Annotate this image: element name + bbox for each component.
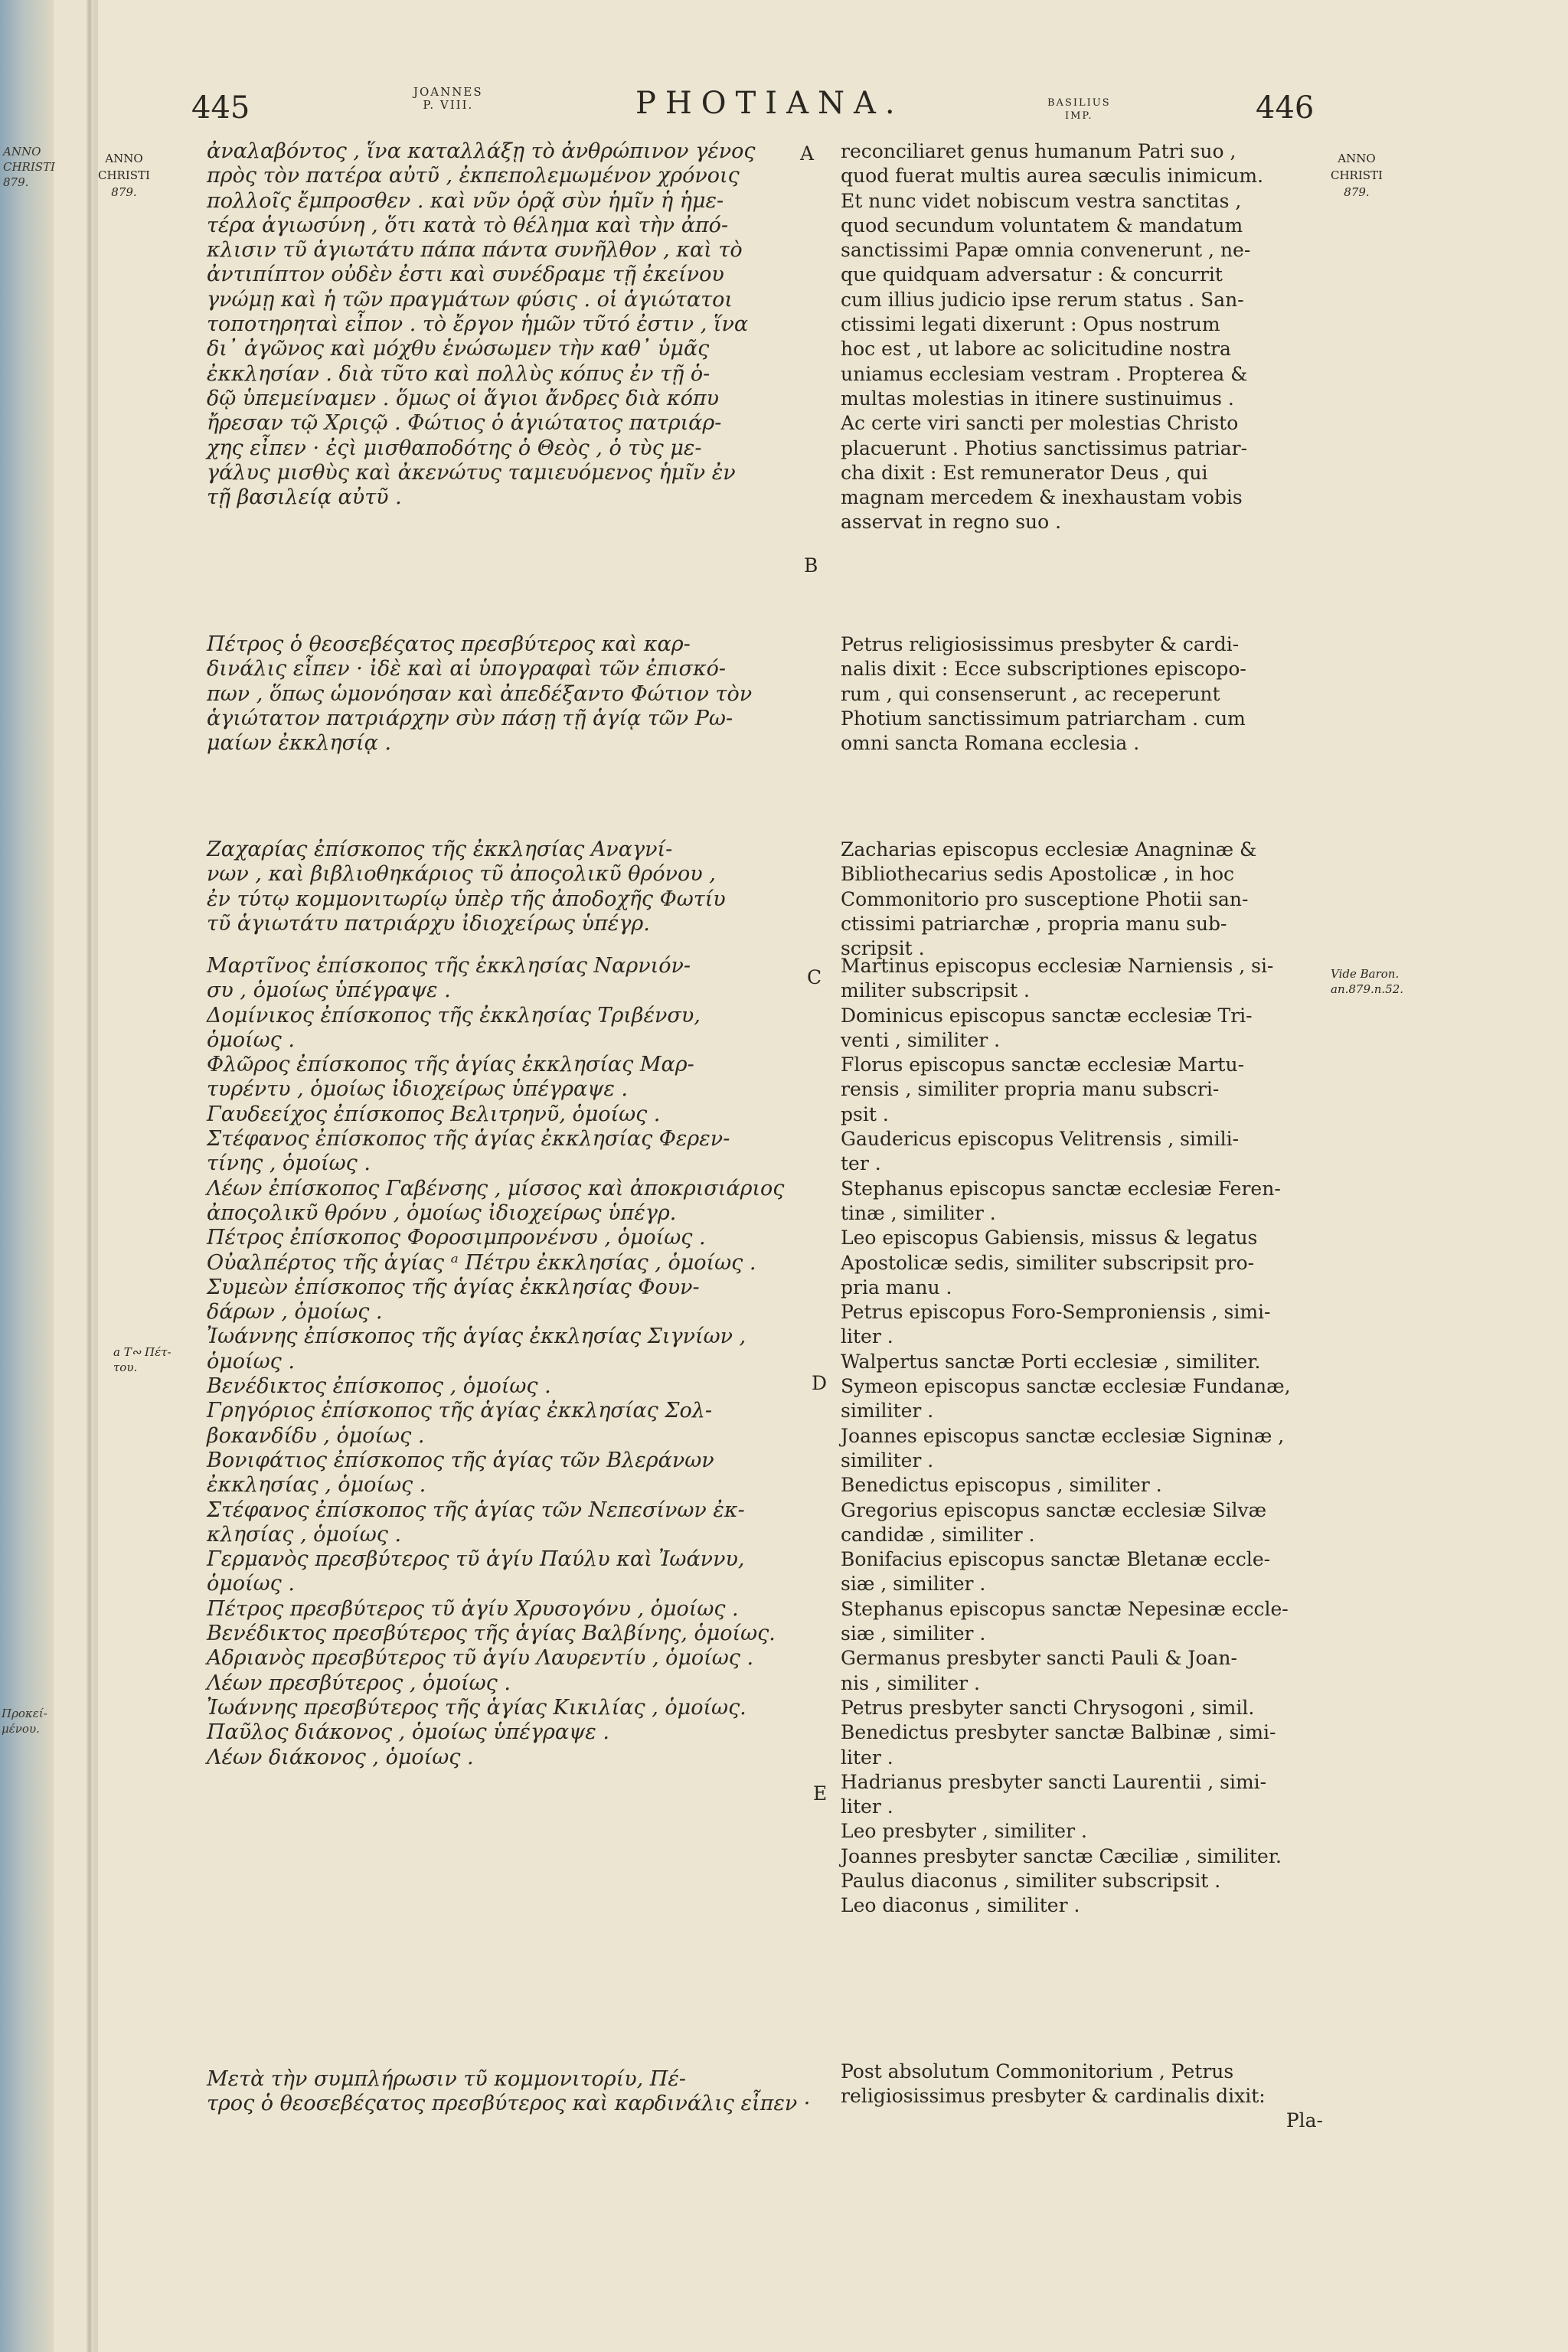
greek-text: Πέτρος ὁ θεοσεβέςατος πρεσβύτερος καὶ καρ- δινάλις εἶπεν · ἰδὲ καὶ αἱ ὑπογραφαὶ τῶν ἐπισκό- πων , ὅπως ὡμονόησαν καὶ ἀπεδέξαντο Φώτιον τὸν ἁγιώτατον πατριάρχην σὺν πάσῃ τῇ ἁγίᾳ τῶν Ρω- μαίων ἐκκλησίᾳ . (207, 632, 753, 756)
greek-paragraph (207, 139, 815, 510)
anno-christi-left (98, 150, 150, 201)
latin-text: Martinus episcopus ecclesiæ Narniensis , si- militer subscripsit . Dominicus episcopus sanctæ ecclesiæ Tri- venti , similiter . Florus episcopus sanctæ ecclesiæ Martu- rensis , similiter propria manu subscri- psit . Gaudericus episcopus Velitrensis , simili- ter . Stephanus episcopus sanctæ ecclesiæ Feren- tinæ , similiter . Leo episcopus Gabiensis, missus & legatus Apostolicæ sedis, similiter subscripsit pro- pria manu . Petrus episcopus Foro-Semproniensis , simi- liter . Walpertus sanctæ Porti ecclesiæ , similiter. Symeon episcopus sanctæ ecclesiæ Fundanæ, similiter . Joannes episcopus sanctæ ecclesiæ Signinæ , similiter . Benedictus episcopus , similiter . Gregorius episcopus sanctæ ecclesiæ Silvæ candidæ , similiter . Bonifacius episcopus sanctæ Bletanæ eccle- siæ , similiter . Stephanus episcopus sanctæ Nepesinæ eccle- siæ , similiter . Germanus presbyter sancti Pauli & Joan- nis , similiter . Petrus presbyter sancti Chrysogoni , simil. Benedictus presbyter sanctæ Balbinæ , simi- liter . Hadrianus presbyter sancti Laurentii , simi- liter . Leo presbyter , similiter . Joannes presbyter sanctæ Cæciliæ , similiter. Paulus diaconus , similiter subscripsit . Leo diaconus , similiter . (841, 955, 1291, 1917)
greek-signatures (207, 954, 812, 1770)
greek-text: Μετὰ τὴν συμπλήρωσιν τῦ κομμονιτορίυ, Πέ- τρος ὁ θεοσεβέςατος πρεσβύτερος καὶ καρδινάλις εἶπεν · (207, 2067, 811, 2116)
side-note-left: a Τ∾ Πέτ- του. (113, 1345, 172, 1374)
latin-text: Petrus religiosissimus presbyter & cardi- nalis dixit : Ecce subscriptiones episcopo- rum , qui consenserunt , ac receperunt Photium sanctissimum patriarcham . cum omni sancta Romana ecclesia . (841, 633, 1246, 755)
anno-label: ANNO (105, 152, 143, 165)
header-left-line: P. VIII. (423, 98, 474, 112)
running-title: PHOTIANA. (635, 86, 904, 121)
section-letter-d: D (812, 1372, 828, 1394)
header-right-label (1047, 96, 1111, 122)
latin-text: reconciliaret genus humanum Patri suo , quod fuerat multis aurea sæculis inimicum. Et nunc videt nobiscum vestra sanctitas , quod secundum voluntatem & mandatum sanctissimi Papæ omnia convenerunt , ne- que quidquam adversatur : & concurrit cum illius judicio ipse rerum status . San- ctissimi legati dixerunt : Opus nostrum hoc est , ut labore ac solicitudine nostra uniamus ecclesiam vestram . Propterea & multas molestias in itinere sustinuimus . Ac certe viri sancti per molestias Christo placuerunt . Photius sanctissimus patriar- cha dixit : Est remunerator Deus , qui magnam mercedem & inexhaustam vobis asservat in regno suo . (841, 140, 1264, 534)
greek-column (207, 139, 815, 2116)
latin-paragraph (841, 139, 1323, 535)
section-letter-b: B (804, 554, 818, 577)
latin-paragraph (841, 632, 1323, 756)
prev-margin-line: Προκεί- (2, 1707, 47, 1720)
anno-christi-right (1331, 150, 1383, 201)
section-letter-a: A (800, 142, 815, 165)
greek-text: Μαρτῖνος ἐπίσκοπος τῆς ἐκκλησίας Ναρνιόν- συ , ὁμοίως ὑπέγραψε . Δομίνικος ἐπίσκοπος τῆς ἐκκλησίας Τριβένσυ, ὁμοίως . Φλῶρος ἐπίσκοπος τῆς ἁγίας ἐκκλησίας Μαρ- τυρέντυ , ὁμοίως ἰδιοχείρως ὑπέγραψε . Γαυδεείχος ἐπίσκοπος Βελιτρηνῦ, ὁμοίως . Στέφανος ἐπίσκοπος τῆς ἁγίας ἐκκλησίας Φερεν- τίνης , ὁμοίως . Λέων ἐπίσκοπος Γαβένσης , μίσσος καὶ ἀποκρισιάριος ἀποςολικῦ θρόνυ , ὁμοίως ἰδιοχείρως ὑπέγρ. Πέτρος ἐπίσκοπος Φοροσιμπρονένσυ , ὁμοίως . Οὐαλπέρτος τῆς ἁγίας ᵃ Πέτρυ ἐκκλησίας , ὁμοίως . Συμεὼν ἐπίσκοπος τῆς ἁγίας ἐκκλησίας Φουν- δάρων , ὁμοίως . Ἰωάννης ἐπίσκοπος τῆς ἁγίας ἐκκλησίας Σιγνίων , ὁμοίως . Βενέδικτος ἐπίσκοπος , ὁμοίως . Γρηγόριος ἐπίσκοπος τῆς ἁγίας ἐκκλησίας Σολ- βοκανδίδυ , ὁμοίως . Βονιφάτιος ἐπίσκοπος τῆς ἁγίας τῶν Βλεράνων ἐκκλησίας , ὁμοίως . Στέφανος ἐπίσκοπος τῆς ἁγίας τῶν Νεπεσίνων ἐκ- κλησίας , ὁμοίως . Γερμανὸς πρεσβύτερος τῦ ἁγίυ Παύλυ καὶ Ἰωάννυ, ὁμοίως . Πέτρος πρεσβύτερος τῦ ἁγίυ Χρυσογόνυ , ὁμοίως . Βενέδικτος πρεσβύτερος τῆς ἁγίας Βαλβίνης, ὁμοίως. Αδριανὸς πρεσβύτερος τῦ ἁγίυ Λαυρεντίυ , ὁμοίως . Λέων πρεσβύτερος , ὁμοίως . Ἰωάννης πρεσβύτερος τῆς ἁγίας Κικιλίας , ὁμοίως. Παῦλος διάκονος , ὁμοίως ὑπέγραψε . Λέων διάκονος , ὁμοίως . (207, 954, 785, 1769)
catchword: Pla- (1285, 2109, 1323, 2132)
latin-paragraph (841, 2060, 1323, 2109)
anno-label: CHRISTI (98, 168, 150, 182)
page-edge-shadow (93, 0, 98, 2352)
previous-page-edge (0, 0, 54, 2352)
page-number-right: 446 (1256, 90, 1315, 126)
anno-year: 879. (111, 185, 137, 199)
prev-margin-line: μένου. (2, 1722, 40, 1736)
prev-margin-bottom (2, 1706, 47, 1736)
prev-margin-line: ANNO (3, 145, 41, 158)
greek-paragraph (207, 632, 812, 756)
latin-signatures (841, 954, 1323, 1919)
header-left-line: JOANNES (413, 85, 483, 99)
side-note-right: Vide Baron. an.879.n.52. (1331, 967, 1404, 996)
greek-text: Ζαχαρίας ἐπίσκοπος τῆς ἐκκλησίας Αναγνί- νων , καὶ βιβλιοθηκάριος τῦ ἀποςολικῦ θρόνου , ἐν τύτῳ κομμονιτωρίῳ ὑπὲρ τῆς ἀποδοχῆς Φωτίυ τῦ ἁγιωτάτυ πατριάρχυ ἰδιοχείρως ὑπέγρ. (207, 838, 726, 936)
book-gutter (86, 0, 93, 2352)
latin-column (841, 139, 1323, 2145)
latin-text: Zacharias episcopus ecclesiæ Anagninæ & Bibliothecarius sedis Apostolicæ , in hoc Commonitorio pro susceptione Photii san- ctissimi patriarchæ , propria manu sub- scripsit . (841, 838, 1257, 960)
greek-paragraph (207, 2067, 812, 2117)
header-right-line: BASILIUS (1047, 97, 1111, 109)
prev-margin-line: CHRISTI (3, 160, 55, 174)
anno-year: 879. (1344, 185, 1370, 199)
page-number-left: 445 (191, 90, 250, 126)
anno-label: ANNO (1338, 152, 1376, 165)
prev-margin-line: 879. (3, 175, 29, 189)
section-letter-e: E (813, 1782, 828, 1805)
anno-label: CHRISTI (1331, 168, 1383, 182)
header-left-label (413, 86, 483, 112)
latin-paragraph (841, 838, 1323, 961)
greek-paragraph (207, 838, 812, 936)
header-right-line: IMP. (1064, 110, 1093, 122)
prev-margin-top (3, 144, 55, 190)
latin-text: Post absolutum Commonitorium , Petrus religiosissimus presbyter & cardinalis dixit: (841, 2060, 1266, 2108)
greek-text: ἀναλαβόντος , ἵνα καταλλάξῃ τὸ ἀνθρώπινον γένος πρὸς τὸν πατέρα αὐτῦ , ἐκπεπολεμωμένον χρόνοις πολλοῖς ἔμπροσθεν . καὶ νῦν ὁρᾷ σὺν ἡμῖν ἡ ἡμε- τέρα ἁγιωσύνη , ὅτι κατὰ τὸ θέλημα καὶ τὴν ἀπό- κλισιν τῦ ἁγιωτάτυ πάπα πάντα συνῆλθον , καὶ τὸ ἀντιπίπτον οὐδὲν ἐστι καὶ συνέδραμε τῇ ἐκείνου γνώμῃ καὶ ἡ τῶν πραγμάτων φύσις . οἱ ἁγιώτατοι τοποτηρηταὶ εἶπον . τὸ ἔργον ἡμῶν τῦτό ἐστιν , ἵνα δι᾽ ἀγῶνος καὶ μόχθυ ἑνώσωμεν τὴν καθ᾽ ὑμᾶς ἐκκλησίαν . διὰ τῦτο καὶ πολλὺς κόπυς ἐν τῇ ὁ- δῷ ὑπεμείναμεν . ὅμως οἱ ἅγιοι ἄνδρες διὰ κόπυ ἤρεσαν τῷ Χριςῷ . Φώτιος ὁ ἁγιώτατος πατριάρ- χης εἶπεν · ἐςὶ μισθαποδότης ὁ Θεὸς , ὁ τὺς με- γάλυς μισθὺς καὶ ἀκενώτυς ταμιευόμενος ἡμῖν ἐν τῇ βασιλείᾳ αὐτῦ . (207, 139, 756, 510)
section-letter-c: C (807, 966, 822, 988)
